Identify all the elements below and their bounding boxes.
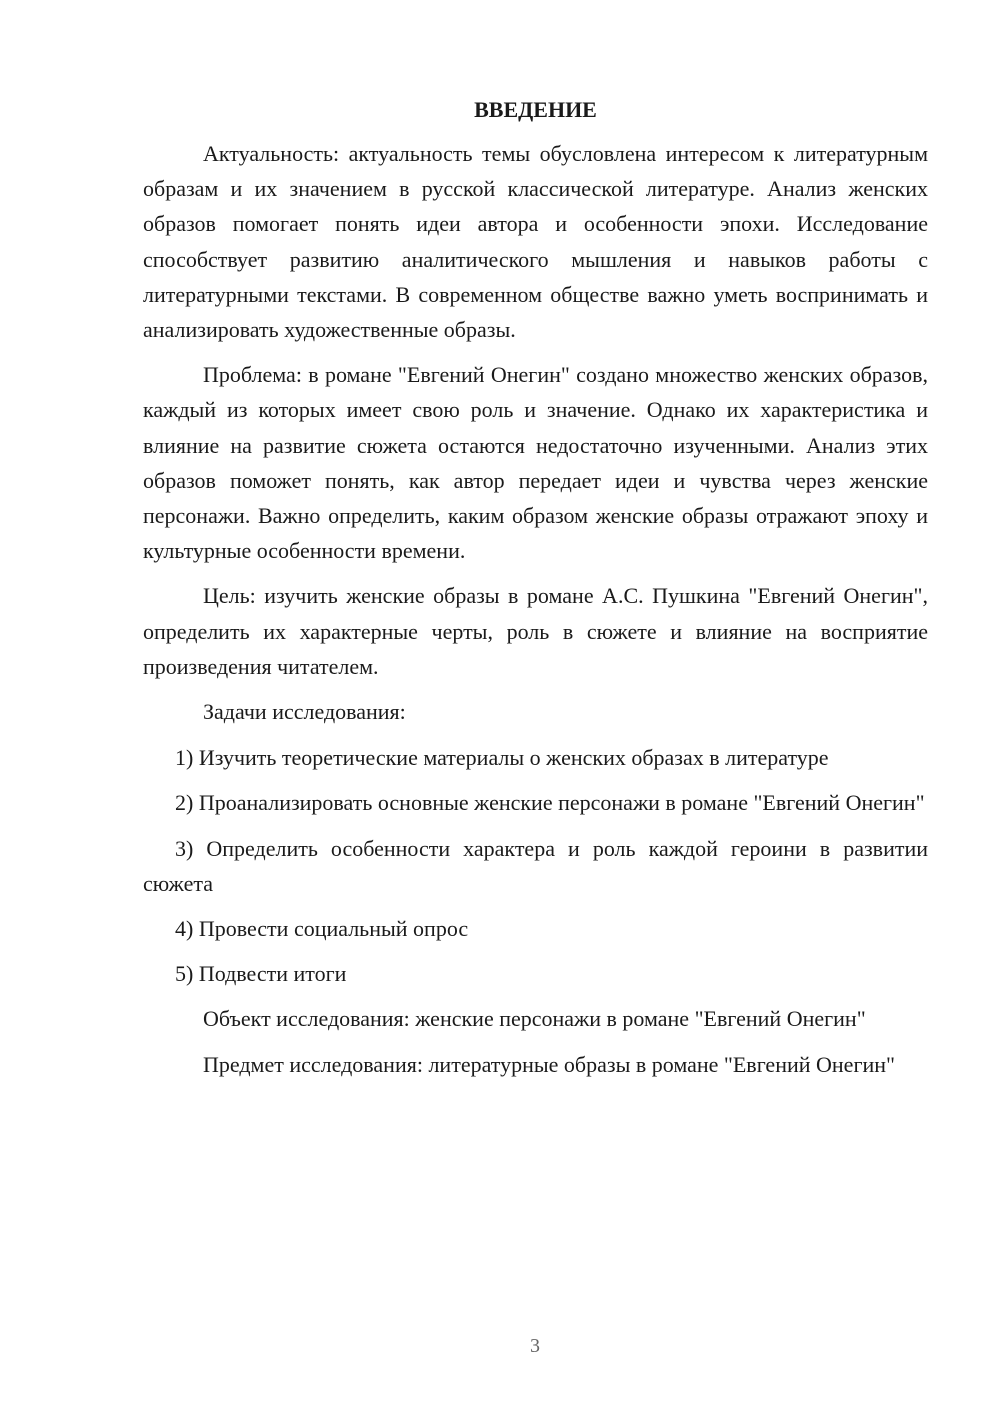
task-item: 5) Подвести итоги (175, 961, 347, 987)
task-item: 3) Определить особенности характера и роль каждой героини в развитии сюжета (143, 835, 928, 896)
tasks-heading: Задачи исследования: (203, 699, 406, 725)
relevance-paragraph: Актуальность: актуальность темы обусловлена интересом к литературным образам и их значением в русской классической литературе. Анализ женских образов помогает понять идеи автора и особенности эпохи. Исследование способствует развитию аналитического мышления и навыков работы с литературными текстами. В современном обществе важно уметь воспринимать и анализировать художественные образы. (143, 141, 928, 343)
goal-paragraph: Цель: изучить женские образы в романе А.С. Пушкина "Евгений Онегин", определить их характерные черты, роль в сюжете и влияние на восприятие произведения читателем. (143, 583, 928, 679)
task-item: 2) Проанализировать основные женские персонажи в романе "Евгений Онегин" (175, 790, 925, 816)
section-title: ВВЕДЕНИЕ (474, 97, 597, 122)
subject-paragraph: Предмет исследования: литературные образы в романе "Евгений Онегин" (203, 1051, 895, 1077)
task-item: 4) Провести социальный опрос (175, 916, 469, 942)
object-paragraph: Объект исследования: женские персонажи в романе "Евгений Онегин" (203, 1006, 866, 1032)
page-number: 3 (530, 1335, 540, 1357)
task-item: 1) Изучить теоретические материалы о женских образах в литературе (175, 745, 829, 771)
problem-paragraph: Проблема: в романе "Евгений Онегин" создано множество женских образов, каждый из которых имеет свою роль и значение. Однако их характеристика и влияние на развитие сюжета остаются недостаточно изученными. Анализ этих образов поможет понять, как автор передает идеи и чувства через женские персонажи. Важно определить, каким образом женские образы отражают эпоху и культурные особенности времени. (143, 362, 928, 564)
page-content (143, 94, 928, 1092)
